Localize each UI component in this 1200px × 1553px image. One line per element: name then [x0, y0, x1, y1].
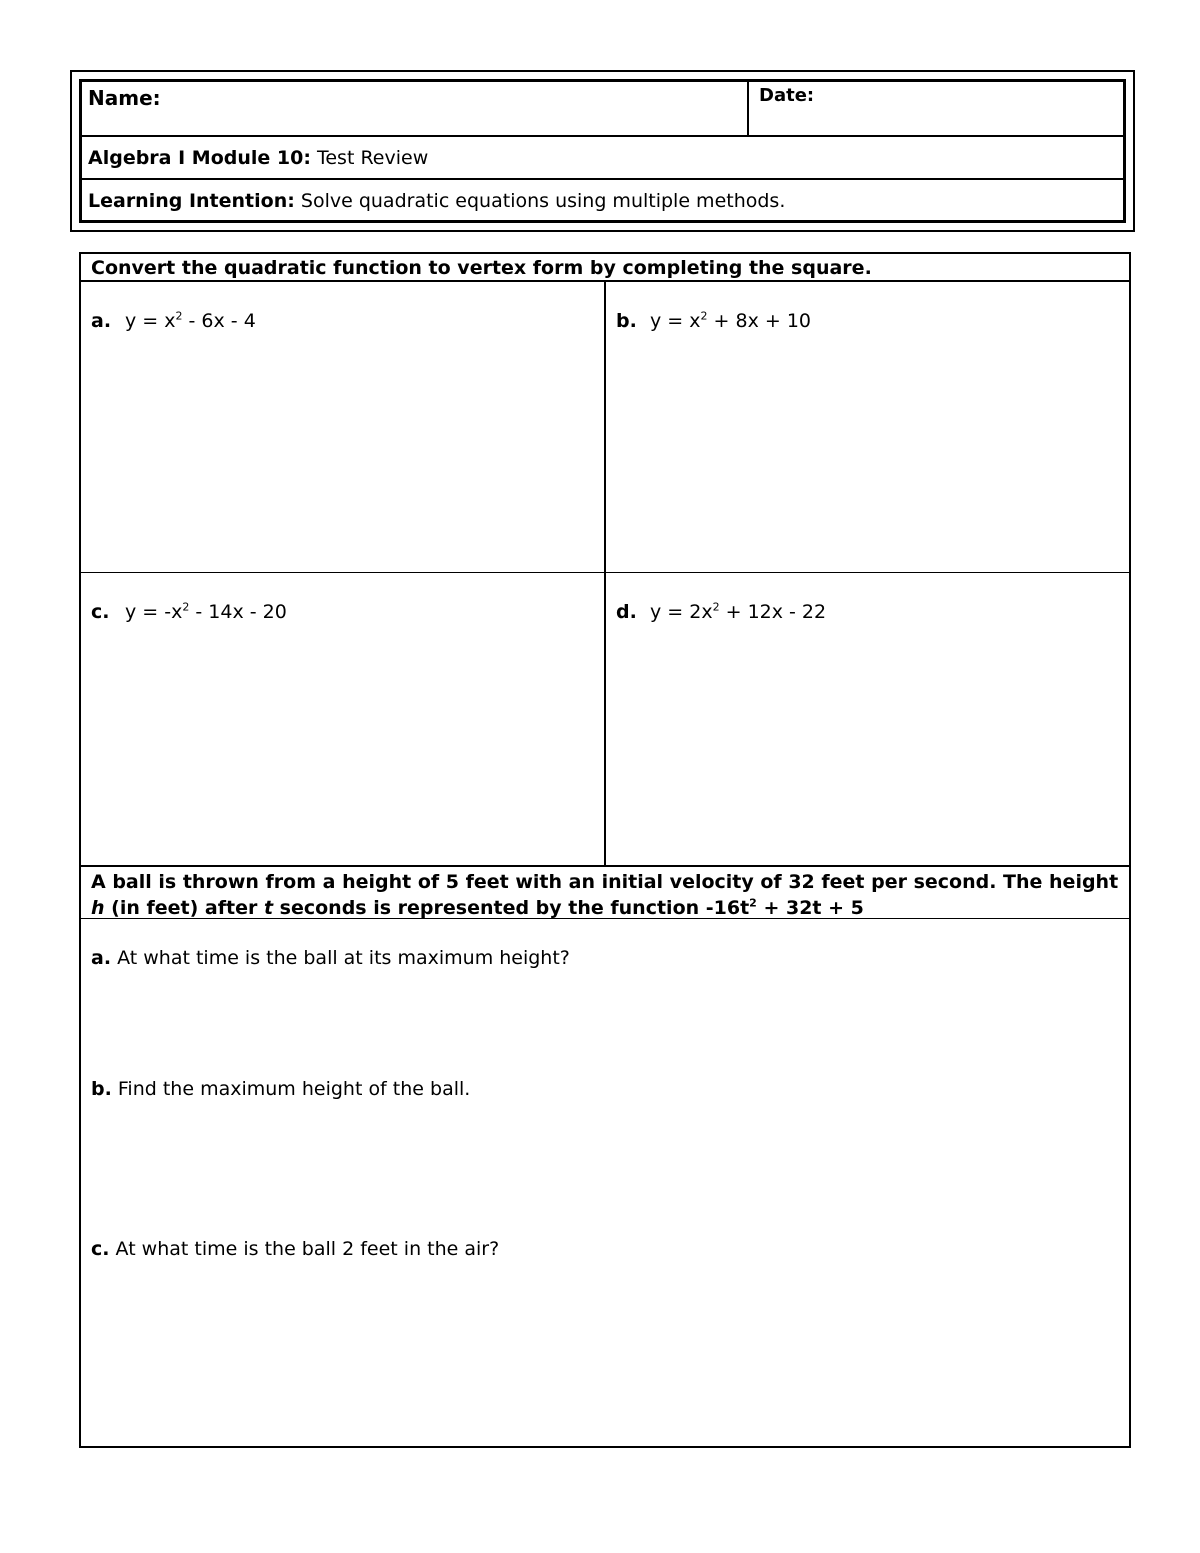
equation-exponent: 2	[175, 309, 183, 323]
learning-intention	[88, 190, 785, 212]
module-row	[82, 137, 1123, 180]
question-c	[91, 1238, 499, 1260]
learning-intention-row	[82, 180, 1123, 220]
question-a	[91, 947, 570, 969]
equation-exponent: 2	[182, 600, 190, 614]
var-t: t	[263, 897, 274, 919]
question-text: Find the maximum height of the ball.	[117, 1078, 471, 1100]
problem-cell-b[interactable]	[606, 282, 1129, 573]
equation-post: + 8x + 10	[707, 310, 812, 332]
problem-d	[616, 601, 826, 623]
intro-part: + 32t + 5	[756, 897, 864, 919]
intro-part: (in feet) after	[104, 897, 264, 919]
problem-c	[91, 601, 287, 623]
problem-label: b.	[616, 310, 637, 332]
date-field[interactable]	[749, 82, 1123, 135]
module-label: Algebra I Module 10:	[88, 147, 311, 169]
equation-exponent: 2	[712, 600, 720, 614]
intention-label: Learning Intention:	[88, 190, 295, 212]
equation-pre: y = x	[125, 310, 176, 332]
module-value: Test Review	[316, 147, 429, 169]
problem-a	[91, 310, 256, 332]
equation-pre: y = x	[650, 310, 701, 332]
equation-pre: y = 2x	[650, 601, 713, 623]
problem-label: a.	[91, 310, 112, 332]
equation-post: - 6x - 4	[182, 310, 256, 332]
worksheet-header	[70, 70, 1135, 232]
question-label: c.	[91, 1238, 110, 1260]
question-label: a.	[91, 947, 112, 969]
problem-b	[616, 310, 811, 332]
intro-part: seconds is represented by the function -16t	[273, 897, 750, 919]
vertex-form-instructions	[81, 254, 1129, 282]
vertex-instruction-text: Convert the quadratic function to vertex form by completing the square.	[91, 257, 872, 279]
question-label: b.	[91, 1078, 112, 1100]
problem-cell-d[interactable]	[606, 573, 1129, 865]
name-field[interactable]	[82, 82, 749, 135]
problem-label: d.	[616, 601, 637, 623]
date-label: Date:	[759, 85, 815, 106]
var-h: h	[91, 897, 105, 919]
equation-pre: y = -x	[125, 601, 183, 623]
intention-value: Solve quadratic equations using multiple methods.	[300, 190, 786, 212]
worksheet-header-inner	[79, 79, 1126, 223]
ball-problem-intro	[81, 865, 1129, 919]
intro-exponent: 2	[749, 896, 757, 910]
problem-cell-a[interactable]	[81, 282, 606, 573]
worksheet-table	[79, 252, 1131, 1448]
equation-post: + 12x - 22	[719, 601, 827, 623]
question-text: At what time is the ball 2 feet in the air?	[115, 1238, 500, 1260]
module-title	[88, 147, 428, 169]
question-b	[91, 1078, 470, 1100]
name-date-row	[82, 82, 1123, 137]
question-text: At what time is the ball at its maximum height?	[117, 947, 570, 969]
problem-cell-c[interactable]	[81, 573, 606, 865]
equation-exponent: 2	[700, 309, 708, 323]
ball-intro-text	[91, 869, 1119, 921]
equation-post: - 14x - 20	[189, 601, 287, 623]
problem-label: c.	[91, 601, 110, 623]
name-label: Name:	[88, 86, 161, 110]
intro-part: A ball is thrown from a height of 5 feet with an initial velocity of 32 feet per second. The height	[91, 871, 1119, 893]
